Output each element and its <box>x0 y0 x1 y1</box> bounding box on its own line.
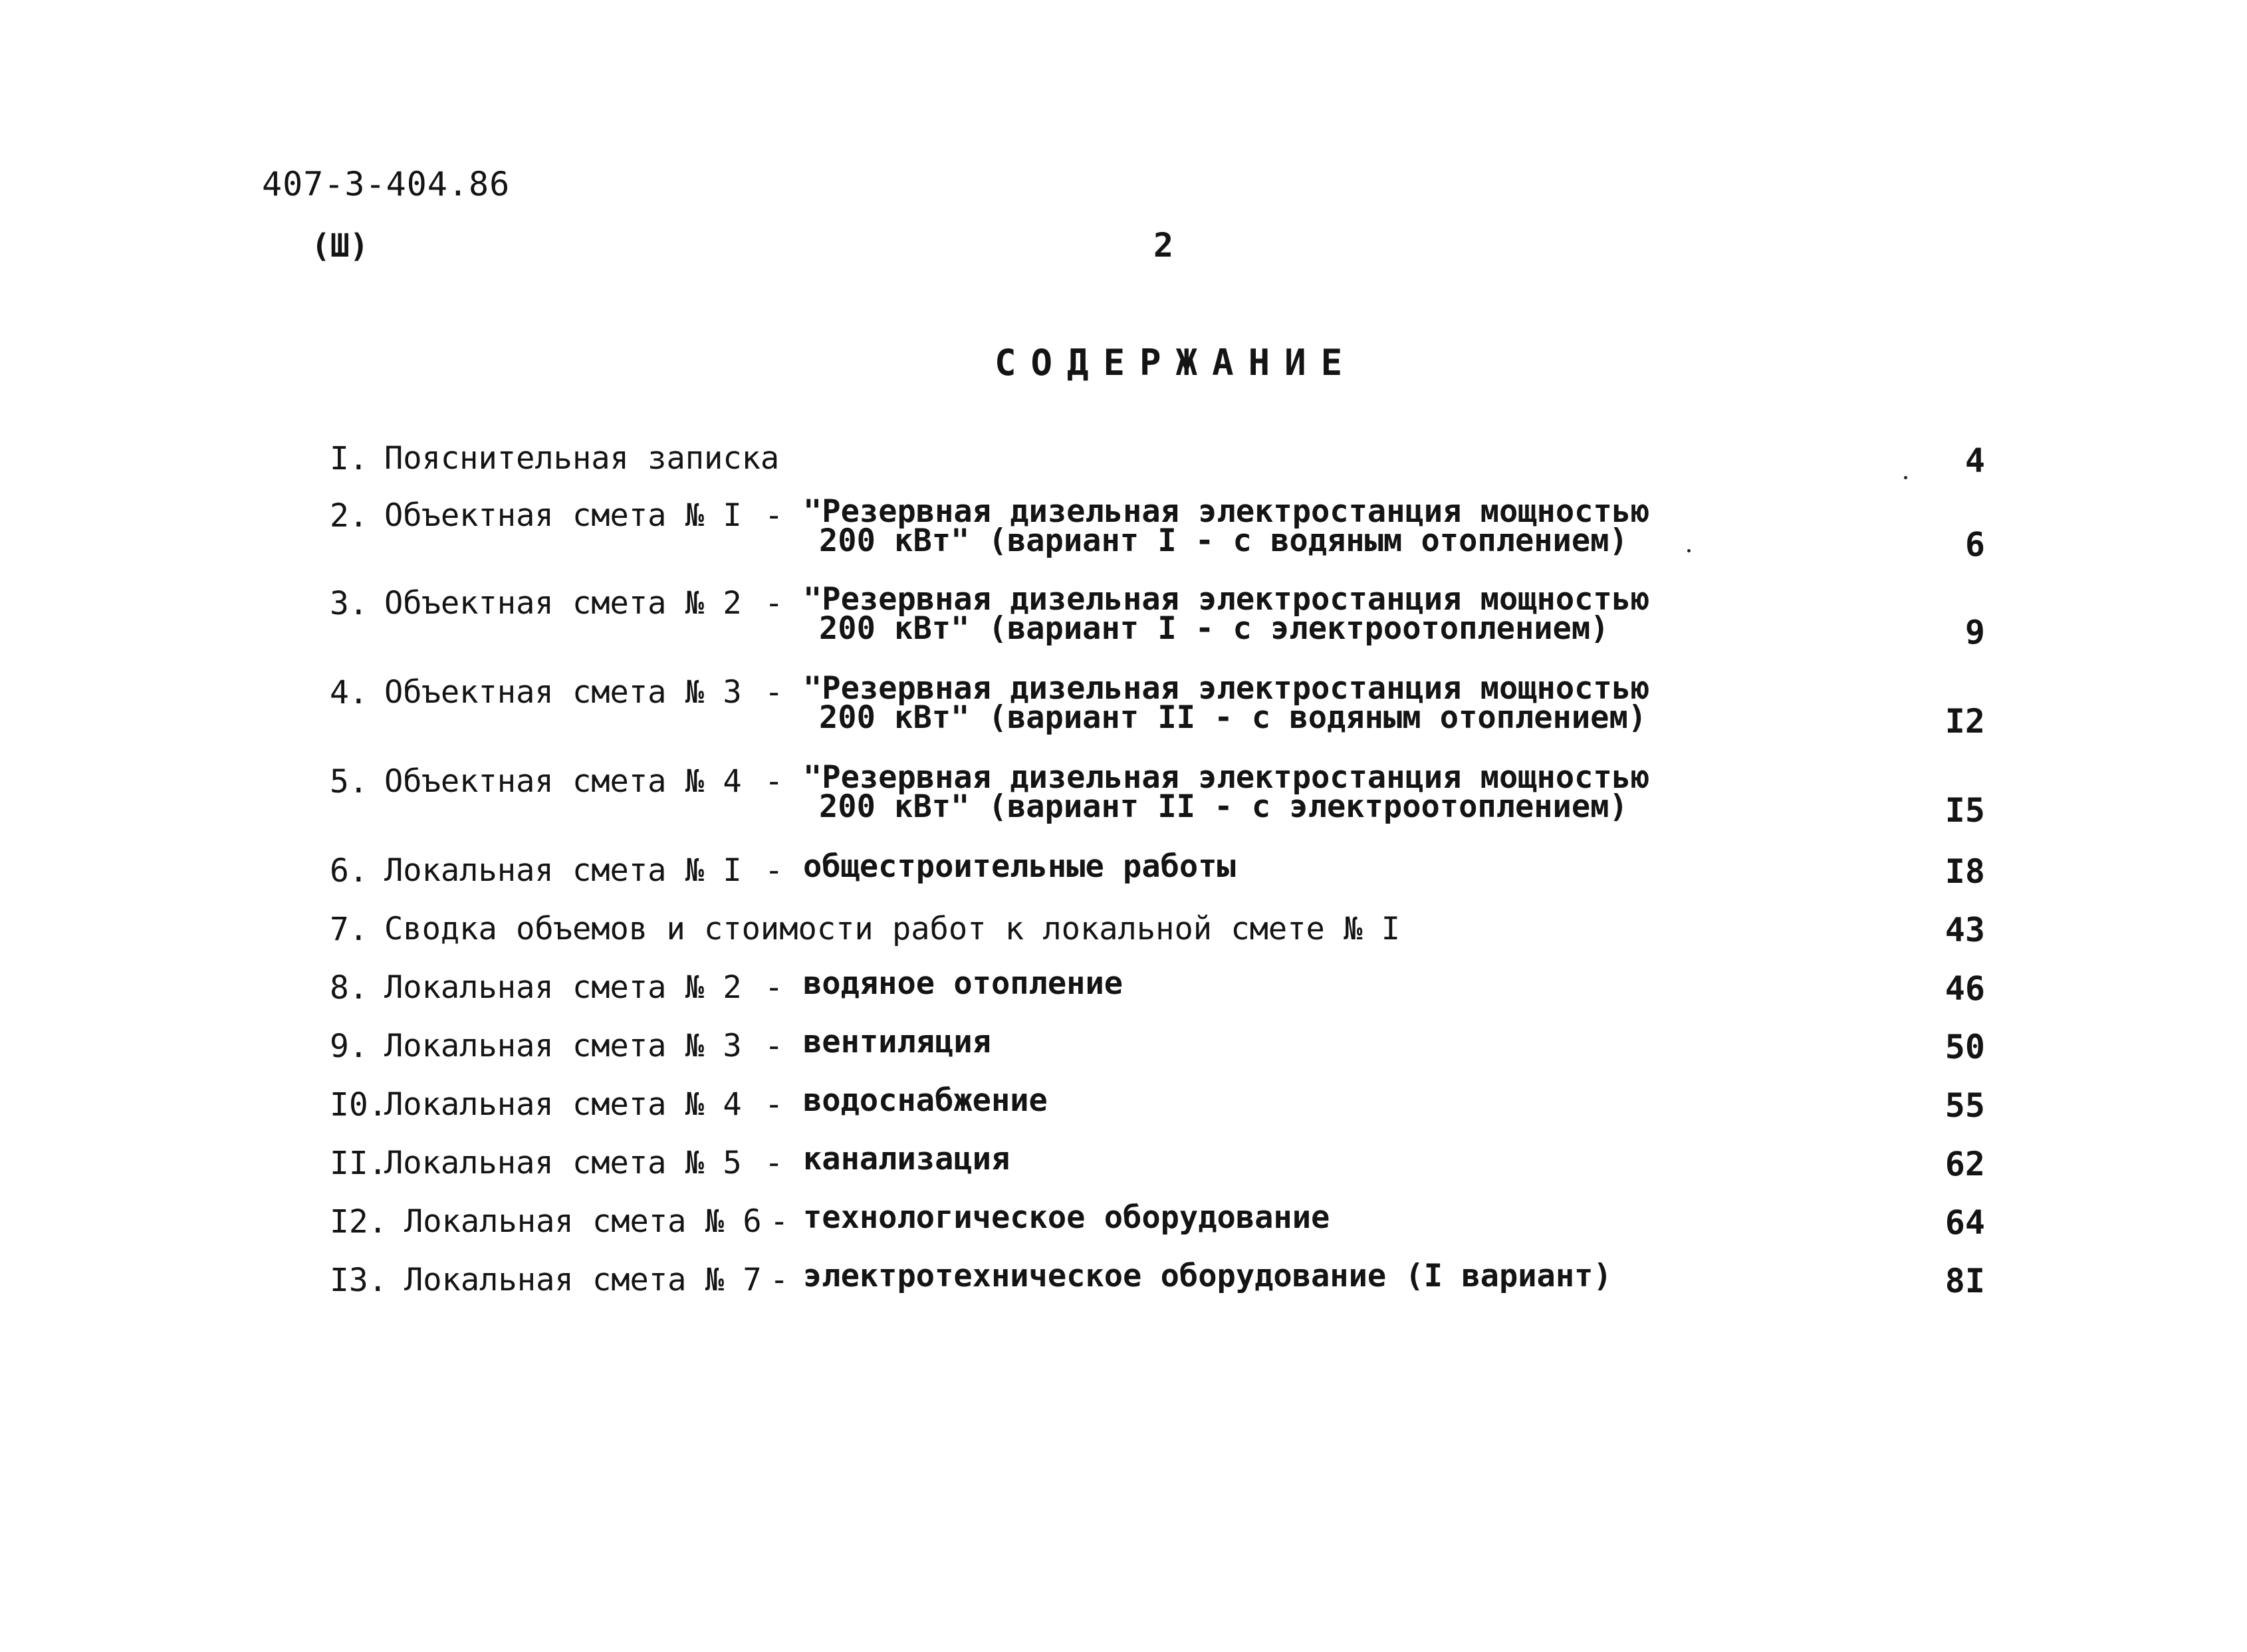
entry-number: II. <box>330 1145 388 1182</box>
entry-title: Локальная смета № I <box>384 852 742 889</box>
entry-dash: - <box>765 763 784 800</box>
entry-description: вентиляция <box>803 1024 991 1060</box>
entry-description-line: 200 кВт" (вариант I - с электроотоплением) <box>819 610 1609 647</box>
entry-description-line: "Резервная дизельная электростанция мощностью <box>803 759 1650 796</box>
entry-page: 4 <box>1964 441 1985 480</box>
entry-number: 5. <box>330 763 368 800</box>
entry-title: Пояснительная записка <box>384 440 780 477</box>
entry-description-line: 200 кВт" (вариант II - с водяным отоплением) <box>819 699 1647 736</box>
entry-title: Сводка объемов и стоимости работ к локальной смете № I <box>384 911 1401 947</box>
entry-page: I2 <box>1945 702 1985 741</box>
entry-page: 64 <box>1945 1203 1985 1242</box>
entry-title: Локальная смета № 2 <box>384 969 742 1006</box>
entry-page: 50 <box>1945 1028 1985 1066</box>
entry-title: Объектная смета № 4 <box>384 763 742 800</box>
entry-page: 43 <box>1945 911 1985 949</box>
entry-number: 3. <box>330 585 368 622</box>
entry-dash: - <box>770 1203 789 1240</box>
entry-title: Объектная смета № I <box>384 497 742 534</box>
entry-number: 4. <box>330 674 368 711</box>
entry-page: 46 <box>1945 969 1985 1008</box>
entry-description: водоснабжение <box>803 1082 1048 1119</box>
entry-title: Локальная смета № 6 <box>404 1203 762 1240</box>
entry-dash: - <box>770 1262 789 1298</box>
toc-title: СОДЕРЖАНИЕ <box>995 342 1358 384</box>
entry-title: Локальная смета № 5 <box>384 1145 742 1181</box>
entry-description <box>803 670 1650 736</box>
scan-speck <box>1687 549 1691 552</box>
entry-title: Объектная смета № 3 <box>384 674 742 711</box>
entry-page: I5 <box>1945 791 1985 830</box>
entry-title: Локальная смета № 7 <box>404 1262 762 1298</box>
entry-description-line: 200 кВт" (вариант II - с электроотоплением) <box>819 788 1628 825</box>
entry-page: 62 <box>1945 1145 1985 1183</box>
entry-description: технологическое оборудование <box>803 1199 1330 1236</box>
entry-page: I8 <box>1945 852 1985 891</box>
entry-number: 8. <box>330 969 368 1006</box>
entry-description <box>803 759 1650 825</box>
entry-description <box>803 493 1650 559</box>
entry-dash: - <box>765 585 784 622</box>
entry-description: водяное отопление <box>803 965 1124 1002</box>
page-number: 2 <box>1153 226 1174 265</box>
entry-dash: - <box>765 969 784 1006</box>
entry-number: 9. <box>330 1028 368 1065</box>
entry-description-line: "Резервная дизельная электростанция мощностью <box>803 581 1650 618</box>
entry-number: I. <box>330 440 368 477</box>
entry-title: Локальная смета № 3 <box>384 1028 742 1064</box>
entry-page: 6 <box>1964 525 1985 564</box>
entry-description-line: "Резервная дизельная электростанция мощностью <box>803 493 1650 530</box>
entry-description: электротехническое оборудование (I вариант) <box>803 1258 1612 1294</box>
document-mark: (Ш) <box>311 227 369 265</box>
entry-number: 2. <box>330 497 368 534</box>
entry-number: 6. <box>330 852 368 889</box>
entry-description-line: 200 кВт" (вариант I - с водяным отоплением) <box>819 523 1628 559</box>
entry-number: I0. <box>330 1086 388 1123</box>
entry-number: I2. <box>330 1203 388 1240</box>
entry-dash: - <box>765 1028 784 1064</box>
entry-dash: - <box>765 852 784 889</box>
entry-number: 7. <box>330 911 368 948</box>
entry-page: 8I <box>1945 1262 1985 1300</box>
entry-dash: - <box>765 1145 784 1181</box>
entry-page: 55 <box>1945 1086 1985 1125</box>
entry-description-line: "Резервная дизельная электростанция мощностью <box>803 670 1650 707</box>
entry-dash: - <box>765 1086 784 1123</box>
entry-title: Объектная смета № 2 <box>384 585 742 622</box>
entry-dash: - <box>765 674 784 711</box>
entry-description: общестроительные работы <box>803 848 1236 885</box>
document-code: 407-3-404.86 <box>262 165 511 203</box>
entry-dash: - <box>765 497 784 534</box>
entry-page: 9 <box>1964 613 1985 651</box>
entry-description: канализация <box>803 1141 1010 1177</box>
entry-title: Локальная смета № 4 <box>384 1086 742 1123</box>
entry-description <box>803 581 1650 647</box>
entry-number: I3. <box>330 1262 388 1299</box>
scan-speck <box>1904 476 1907 479</box>
